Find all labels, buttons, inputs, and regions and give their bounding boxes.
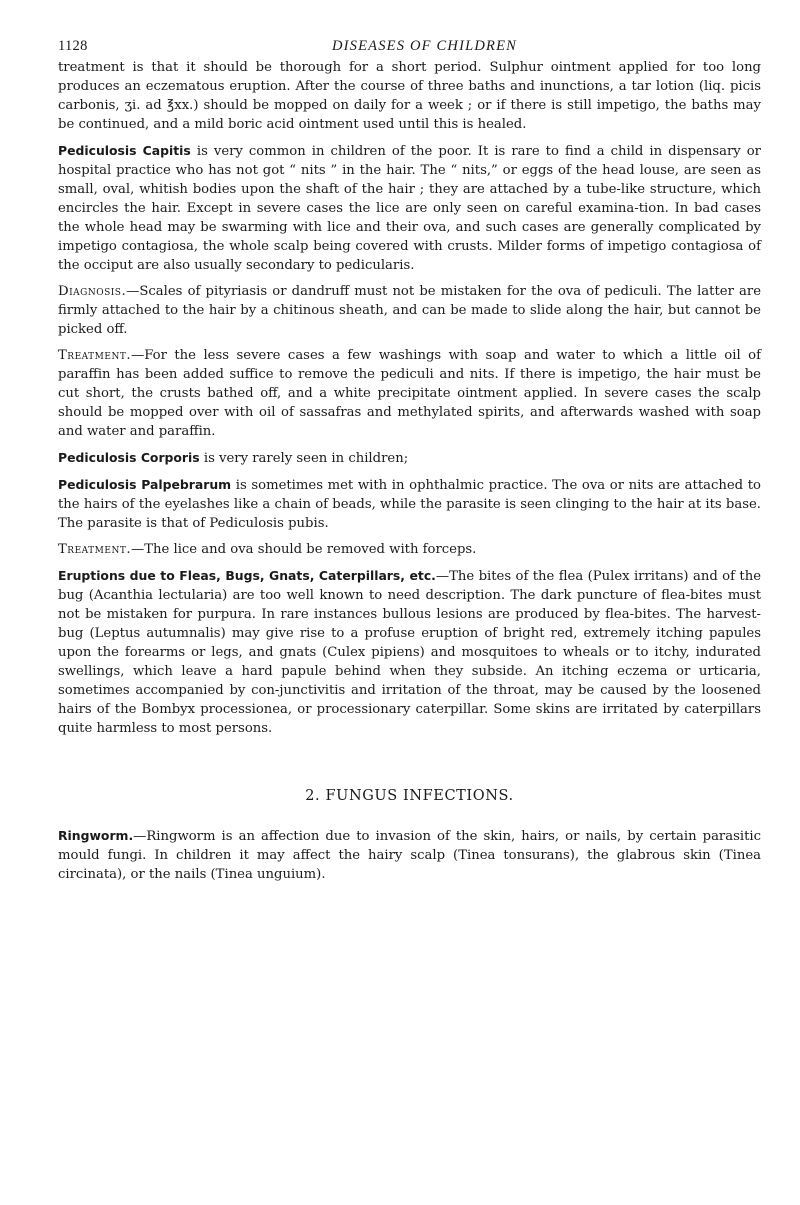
paragraph-text: —For the less severe cases a few washings with soap and water to which a little oil of paraffin has been added suffice to remove the pediculi and nits. If there is impetigo, the hair must be cut short, the crusts bathed off, and a white precipitate ointment applied. In severe cases the scalp should be mopped over with oil of sassafras and methylated spirits, and afterwards washed with soap and water and paraffin. (58, 348, 761, 439)
paragraph-eruptions-bites (58, 566, 761, 738)
term-heading: Ringworm. (58, 828, 134, 843)
paragraph-text: is very rarely seen in children; (199, 451, 409, 466)
section-heading: 2. FUNGUS INFECTIONS. (305, 788, 514, 804)
page-number: 1128 (58, 38, 88, 54)
term-heading: Pediculosis Corporis (58, 450, 200, 465)
book-page (58, 0, 761, 884)
paragraph-text: —Scales of pityriasis or dandruff must not be mistaken for the ova of pediculi. The latter are firmly attached to the hair by a chitinous sheath, and can be made to slide along the hair, but cannot be picked off. (58, 284, 761, 337)
paragraph-pediculosis-capitis (58, 141, 761, 275)
paragraph-text: —The lice and ova should be removed with forceps. (131, 542, 477, 557)
paragraph-text: treatment is that it should be thorough for a short period. Sulphur ointment applied for too long produces an eczematous eruption. After the course of three baths and inunctions, a tar lotion (liq. picis carbonis, ʒi. ad ℥xx.) should be mopped on daily for a week ; or if there is still impetigo, the baths may be continued, and a mild boric acid ointment used until this is healed. (58, 60, 761, 132)
paragraph-treatment-capitis (58, 346, 761, 441)
paragraph-text: is sometimes met with in ophthalmic practice. The ova or nits are attached to the hairs of the eyelashes like a chain of beads, while the parasite is seen clinging to the hair at its base. The parasite is that of Pediculosis pubis. (58, 478, 761, 531)
paragraph-treatment-palpebrarum (58, 540, 761, 559)
term-heading: Pediculosis Palpebrarum (58, 477, 232, 492)
paragraph-scabies-treatment-continued (58, 58, 761, 134)
subheading-treatment: Treatment. (58, 542, 132, 557)
paragraph-ringworm (58, 826, 761, 884)
term-heading: Eruptions due to Fleas, Bugs, Gnats, Caterpillars, etc. (58, 568, 436, 583)
paragraph-text: —Ringworm is an affection due to invasion of the skin, hairs, or nails, by certain parasitic mould fungi. In children it may affect the hairy scalp (Tinea tonsurans), the glabrous skin (Tinea circinata), or the nails (Tinea unguium). (58, 829, 761, 882)
running-title: DISEASES OF CHILDREN (331, 38, 518, 54)
paragraph-text: is very common in children of the poor. It is rare to find a child in dispensary or hospital practice who has not got “ nits ” in the hair. The “ nits,” or eggs of the head louse, are seen as small, oval, whitish bodies upon the shaft of the hair ; they are attached by a tube-like structure, which encircles the hair. Except in severe cases the lice are only seen on careful examina-tion. In bad cases the whole head may be swarming with lice and their ova, and such cases are generally complicated by impetigo contagiosa, the whole scalp being covered with crusts. Milder forms of impetigo contagiosa of the occiput are also usually secondary to pedicularis. (58, 144, 761, 273)
paragraph-diagnosis (58, 282, 761, 339)
subheading-treatment: Treatment. (58, 348, 132, 363)
subheading-diagnosis: Diagnosis. (58, 284, 127, 299)
paragraph-text: —The bites of the flea (Pulex irritans) and of the bug (Acanthia lectularia) are too well known to need description. The dark puncture of flea-bites must not be mistaken for purpura. In rare instances bullous lesions are produced by flea-bites. The harvest-bug (Leptus autumnalis) may give rise to a profuse eruption of bright red, extremely itching papules upon the forearms or legs, and gnats (Culex pipiens) and mosquitoes to wheals or to itchy, indurated swellings, which leave a hard papule behind when they subside. An itching eczema or urticaria, sometimes accompanied by con-junctivitis and irritation of the throat, may be caused by the loosened hairs of the Bombyx processionea, or processionary caterpillar. Some skins are irritated by caterpillars quite harmless to most persons. (58, 569, 761, 736)
paragraph-pediculosis-palpebrarum (58, 475, 761, 533)
term-heading: Pediculosis Capitis (58, 143, 191, 158)
running-head (58, 0, 761, 58)
body-text (58, 58, 761, 884)
paragraph-pediculosis-corporis (58, 448, 761, 468)
